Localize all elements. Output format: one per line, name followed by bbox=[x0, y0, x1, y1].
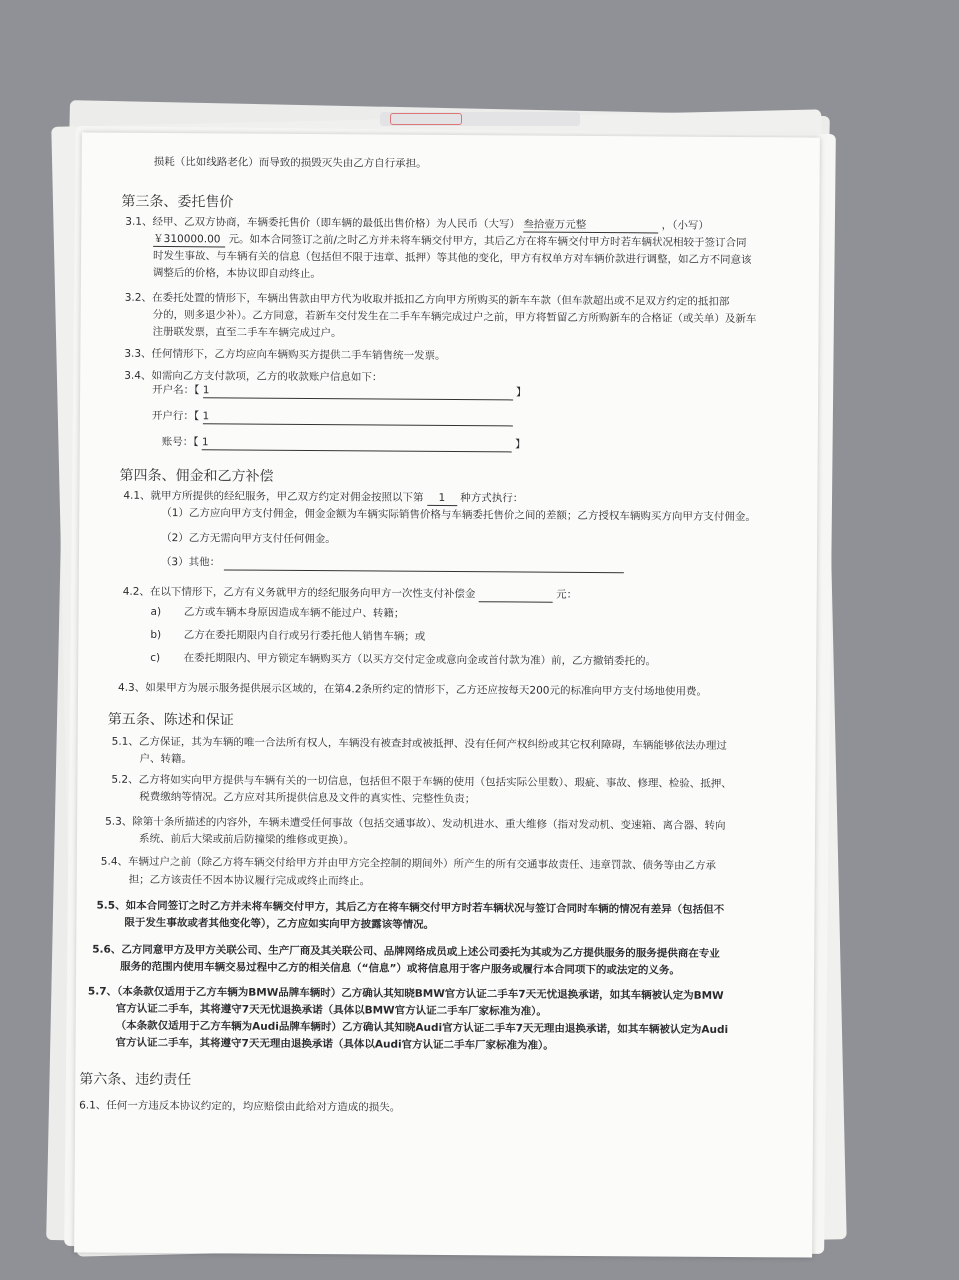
clause-5-7-line3: （本条款仅适用于乙方车辆为Audi品牌车辆时）乙方确认其知晓Audi官方认证二手车7天无理由退换承诺，如其车辆被认定为Audi bbox=[115, 1019, 729, 1036]
section-3-title: 第三条、委托售价 bbox=[121, 193, 234, 211]
clause-3-3: 3.3、任何情形下，乙方均应向车辆购买方提供二手车销售统一发票。 bbox=[124, 347, 446, 362]
clause-3-2-line3: 注册联发票，直至二手车车辆完成过户。 bbox=[152, 325, 342, 340]
clause-5-6-line2: 服务的范围内使用车辆交易过程中乙方的相关信息（“信息”）或将信息用于客户服务或履行本合同项下的或法定的义务。 bbox=[120, 960, 680, 977]
item-c-text: 在委托期限内、甲方锁定车辆购买方（以买方交付定金或意向金或首付款为准）前，乙方撤销委托的。 bbox=[183, 652, 657, 668]
bracket: 】 bbox=[515, 438, 526, 451]
contract-page bbox=[74, 132, 820, 1257]
price-amount: ￥310000.00 bbox=[153, 232, 225, 248]
account-name-label: 开户名：【 bbox=[152, 383, 200, 397]
price-uppercase: 叁拾壹万元整 bbox=[523, 218, 658, 234]
clause-3-1-line3: 时发生事故、与车辆有关的信息（包括但不限于违章、抵押）等其他的变化，甲方有权单方对车辆价款进行调整，如乙方不同意该 bbox=[153, 249, 752, 267]
section-4-title: 第四条、佣金和乙方补偿 bbox=[119, 467, 274, 485]
account-number-field: 1 bbox=[202, 435, 512, 452]
clause-5-1: 5.1、乙方保证，其为车辆的唯一合法所有权人，车辆没有被查封或被抵押、没有任何产权纠纷或其它权利障碍，车辆能够依法办理过 bbox=[111, 735, 727, 752]
item-b-text: 乙方在委托期限内自行或另行委托他人销售车辆；或 bbox=[183, 629, 426, 643]
clause-5-5: 5.5、如本合同签订之时乙方并未将车辆交付甲方，其后乙方在将车辆交付甲方时若车辆状况与签订合同时车辆的情况有差异（包括但不 bbox=[96, 899, 725, 916]
clause-4-1-text: 4.1、就甲方所提供的经纪服务，甲乙双方约定对佣金按照以下第 bbox=[123, 489, 424, 504]
item-a bbox=[151, 605, 405, 621]
item-c-label: c) bbox=[150, 651, 161, 664]
clause-5-6: 5.6、乙方同意甲方及甲方关联公司、生产厂商及其关联公司、品牌网络成员或上述公司委托为其或为乙方提供服务的服务提供商在专业 bbox=[92, 943, 720, 960]
bracket: 】 bbox=[516, 386, 527, 399]
clause-3-4: 3.4、如需向乙方支付款项，乙方的收款账户信息如下： bbox=[124, 369, 383, 384]
top-line: 损耗（比如线路老化）而导致的损毁灭失由乙方自行承担。 bbox=[153, 155, 427, 170]
item-b bbox=[150, 628, 425, 644]
clause-5-4-line2: 担；乙方该责任不因本协议履行完成或终止而终止。 bbox=[128, 873, 371, 888]
clause-5-7-line4: 官方认证二手车，其将遵守7天无理由退换承诺（具体以Audi官方认证二手车厂家标准为准）。 bbox=[115, 1036, 554, 1052]
clause-4-2 bbox=[123, 585, 577, 603]
clause-3-1-text-b: 元。如本合同签订之前/之时乙方并未将车辆交付甲方，其后乙方在将车辆交付甲方时若车辆状况相较于签订合同 bbox=[228, 233, 747, 250]
item-c bbox=[150, 651, 656, 669]
account-name-row bbox=[152, 383, 527, 401]
bank-row bbox=[152, 409, 513, 427]
item-a-text: 乙方或车辆本身原因造成车辆不能过户、转籍； bbox=[183, 606, 405, 620]
item-b-label: b) bbox=[150, 628, 162, 642]
option-3-label: （3）其他： bbox=[160, 555, 221, 569]
commission-option-number: 1 bbox=[427, 491, 457, 506]
clause-3-1-text: 3.1、经甲、乙双方协商，车辆委托售价（即车辆的最低出售价格）为人民币（大写） bbox=[125, 215, 521, 231]
section-5-title: 第五条、陈述和保证 bbox=[107, 711, 234, 729]
clause-3-1 bbox=[125, 215, 709, 234]
option-3-blank bbox=[223, 555, 623, 573]
option-3 bbox=[161, 555, 624, 573]
clause-5-3: 5.3、除第十条所描述的内容外，车辆未遭受任何事故（包括交通事故）、发动机进水、重大维修（指对发动机、变速箱、离合器、转向 bbox=[105, 815, 726, 832]
clause-3-1-line4: 调整后的价格，本协议即自动终止。 bbox=[152, 266, 321, 281]
clause-4-3: 4.3、如果甲方为展示服务提供展示区域的，在第4.2条所约定的情形下，乙方还应按每天200元的标准向甲方支付场地使用费。 bbox=[118, 681, 708, 698]
price-lowercase-label: ，（小写） bbox=[661, 219, 709, 232]
account-number-row bbox=[162, 435, 526, 453]
clause-3-2-line2: 分的，则多退少补）。乙方同意，若新车交付发生在二手车车辆完成过户之前，甲方将暂留乙方所购新车的合格证（或关单）及新车 bbox=[152, 308, 757, 326]
clause-5-5-line2: 限于发生事故或者其他变化等），乙方应如实向甲方披露该等情况。 bbox=[124, 916, 435, 931]
clause-5-4: 5.4、车辆过户之前（除乙方将车辆交付给甲方并由甲方完全控制的期间外）所产生的所有交通事故责任、违章罚款、债务等由乙方承 bbox=[100, 855, 717, 872]
clause-5-3-line2: 系统、前后大梁或前后防撞梁的维修或更换）。 bbox=[138, 832, 355, 847]
option-2: （2）乙方无需向甲方支付任何佣金。 bbox=[161, 532, 336, 546]
clause-3-2: 3.2、在委托处置的情形下，车辆出售款由甲方代为收取并抵扣乙方向甲方所购买的新车车款（但车款超出或不足双方约定的抵扣部 bbox=[124, 291, 730, 308]
bank-label: 开户行：【 bbox=[151, 409, 200, 423]
binding-clip-mark bbox=[390, 113, 462, 125]
clause-3-1-line2 bbox=[153, 232, 746, 251]
clause-5-7-line2: 官方认证二手车，其将遵守7天无忧退换承诺（具体以BMW官方认证二手车厂家标准为准）。 bbox=[115, 1002, 547, 1018]
clause-4-1-text-b: 种方式执行： bbox=[460, 492, 524, 505]
clause-4-2-text: 4.2、在以下情形下，乙方有义务就甲方的经纪服务向甲方一次性支付补偿金 bbox=[122, 585, 476, 601]
clause-4-1 bbox=[123, 489, 523, 507]
clause-5-7: 5.7、（本条款仅适用于乙方车辆为BMW品牌车辆时）乙方确认其知晓BMW官方认证二手车7天无忧退换承诺，如其车辆被认定为BMW bbox=[87, 985, 724, 1002]
clause-6-1: 6.1、任何一方违反本协议约定的，均应赔偿由此给对方造成的损失。 bbox=[79, 1099, 401, 1114]
account-number-label: 账号：【 bbox=[161, 436, 199, 449]
compensation-unit: 元： bbox=[556, 588, 578, 601]
section-6-title: 第六条、违约责任 bbox=[79, 1071, 192, 1089]
option-1: （1）乙方应向甲方支付佣金，佣金金额为车辆实际销售价格与车辆委托售价之间的差额；乙方授权车辆购买方向甲方支付佣金。 bbox=[161, 507, 756, 524]
clause-5-1-line2: 户、转籍。 bbox=[139, 752, 193, 766]
bank-field: 1 bbox=[202, 409, 512, 426]
compensation-blank bbox=[479, 587, 553, 603]
clause-5-2-line2: 税费缴纳等情况。乙方应对其所提供信息及文件的真实性、完整性负责； bbox=[139, 790, 476, 806]
clause-5-2: 5.2、乙方将如实向甲方提供与车辆有关的一切信息，包括但不限于车辆的使用（包括实际公里数）、瑕疵、事故、修理、检验、抵押、 bbox=[111, 773, 732, 790]
account-name-field: 1 bbox=[203, 383, 513, 400]
item-a-label: a) bbox=[150, 605, 162, 619]
